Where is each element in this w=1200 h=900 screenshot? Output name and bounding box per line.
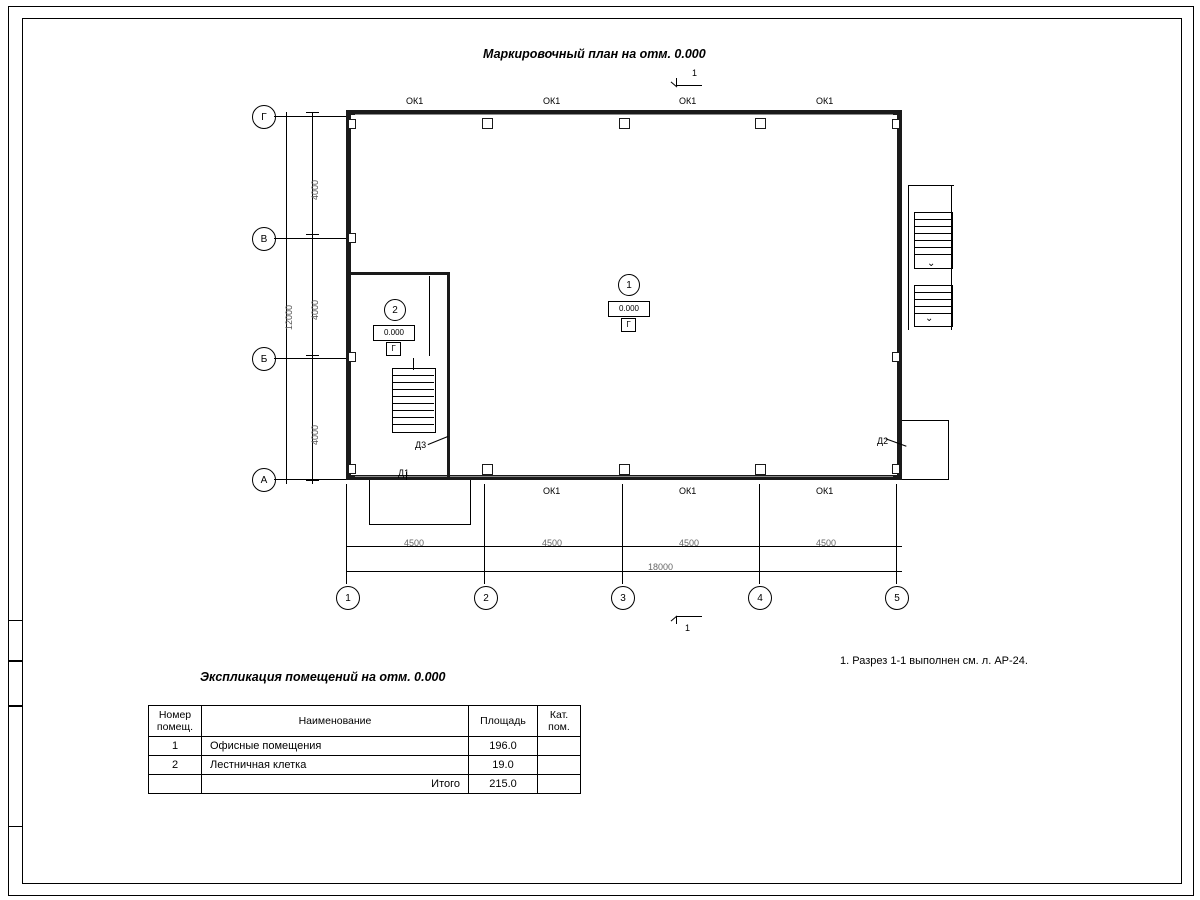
stairwell-inner-line (429, 276, 430, 356)
dim-tick-a (306, 480, 319, 481)
dim-chain-horizontal-total (346, 571, 902, 572)
axis-leader-3 (622, 484, 623, 584)
window-label-bottom-1: ОК1 (543, 486, 561, 496)
window-label-top-3: ОК1 (679, 96, 697, 106)
column-bottom-2 (482, 464, 493, 475)
ext-stair-down-arrow-lower: ⌄ (925, 313, 934, 324)
spec-title: Экспликация помещений на отм. 0.000 (200, 670, 446, 684)
header-room-category (538, 706, 581, 737)
column-top-2 (482, 118, 493, 129)
dim-tick-g (306, 112, 319, 113)
ext-tread-u6 (914, 254, 951, 255)
stairwell-wall-top (346, 272, 450, 275)
column-mark-b1 (892, 119, 900, 129)
stair-tread-l7 (392, 417, 434, 418)
cell-total-category (538, 775, 581, 794)
wall-left (346, 110, 351, 480)
stairwell-wall-right (447, 272, 450, 478)
axis-bubble-4: 4 (748, 586, 772, 610)
stair-tread-l2 (392, 382, 434, 383)
column-top-3 (619, 118, 630, 129)
table-header-row (149, 706, 581, 737)
dim-horizontal-3: 4500 (679, 538, 700, 548)
axis-leader-2 (484, 484, 485, 584)
ext-tread-u4 (914, 240, 951, 241)
dim-horizontal-4: 4500 (816, 538, 837, 548)
axis-leader-4 (759, 484, 760, 584)
header-room-number-line1: Номер (158, 709, 192, 721)
porch-right (902, 420, 949, 480)
table-row (149, 756, 581, 775)
window-glazing-top (355, 114, 893, 115)
axis-bubble-v: В (252, 227, 276, 251)
ext-stair-outline-top (908, 185, 954, 186)
dim-horizontal-2: 4500 (542, 538, 563, 548)
section-label-top: 1 (692, 68, 698, 78)
axis-leader-g (274, 116, 346, 117)
window-glazing-bottom (355, 476, 893, 477)
axis-bubble-5: 5 (885, 586, 909, 610)
cell-total-label: Итого (202, 775, 469, 794)
header-room-number (149, 706, 202, 737)
column-mark-b2 (892, 352, 900, 362)
door-label-d3: Д3 (415, 440, 427, 450)
cell-total-area: 215.0 (469, 775, 538, 794)
room-category-1: Г (621, 318, 636, 332)
axis-leader-v (274, 238, 346, 239)
room-number-2: 2 (384, 299, 406, 321)
dim-vertical-3: 4000 (310, 424, 320, 445)
cell-room-name: Офисные помещения (202, 737, 469, 756)
column-top-4 (755, 118, 766, 129)
axis-bubble-3: 3 (611, 586, 635, 610)
general-note: 1. Разрез 1-1 выполнен см. л. АР-24. (840, 655, 1028, 667)
window-label-top-1: ОК1 (406, 96, 424, 106)
cell-room-area: 196.0 (469, 737, 538, 756)
ext-tread-d1 (914, 292, 951, 293)
room-number-1: 1 (618, 274, 640, 296)
section-line-bottom (676, 616, 702, 617)
cell-room-number: 1 (149, 737, 202, 756)
door-label-d1: Д1 (398, 468, 410, 478)
column-mark-b3 (892, 464, 900, 474)
stair-tread-l8 (392, 424, 434, 425)
table-total-row (149, 775, 581, 794)
column-bottom-4 (755, 464, 766, 475)
room-level-2: 0.000 (373, 325, 415, 341)
margin-stub-1 (8, 620, 23, 662)
axis-bubble-b: Б (252, 347, 276, 371)
ext-stair-edge-left (908, 185, 909, 330)
header-room-number-line2: помещ. (156, 721, 194, 733)
ext-tread-d2 (914, 299, 951, 300)
dim-chain-vertical-total (286, 112, 287, 484)
dim-horizontal-1: 4500 (404, 538, 425, 548)
window-label-top-4: ОК1 (816, 96, 834, 106)
dim-tick-b (306, 355, 319, 356)
ext-tread-d3 (914, 306, 951, 307)
header-room-area: Площадь (469, 706, 538, 737)
axis-leader-1 (346, 484, 347, 584)
stair-up-arrow-left (413, 358, 414, 370)
axis-leader-b (274, 358, 346, 359)
cell-room-category (538, 737, 581, 756)
ext-tread-u3 (914, 233, 951, 234)
header-room-category-line1: Кат. (549, 709, 569, 721)
room-level-1: 0.000 (608, 301, 650, 317)
cell-room-number: 2 (149, 756, 202, 775)
margin-stub-2 (8, 660, 23, 707)
dim-tick-v (306, 234, 319, 235)
column-mark-a4 (348, 464, 356, 474)
window-label-bottom-3: ОК1 (816, 486, 834, 496)
dim-vertical-2: 4000 (310, 299, 320, 320)
ext-stair-down-arrow-upper: ⌄ (927, 258, 936, 269)
section-line-top (676, 85, 702, 86)
dim-horizontal-total: 18000 (648, 562, 674, 572)
plan-title: Маркировочный план на отм. 0.000 (483, 47, 706, 61)
door-label-d2: Д2 (877, 436, 889, 446)
room-category-2: Г (386, 342, 401, 356)
axis-bubble-1: 1 (336, 586, 360, 610)
axis-leader-5 (896, 484, 897, 584)
ext-tread-u2 (914, 226, 951, 227)
section-label-bottom: 1 (685, 623, 691, 633)
column-bottom-3 (619, 464, 630, 475)
cell-total-blank (149, 775, 202, 794)
stair-tread-l5 (392, 403, 434, 404)
dim-vertical-total: 12000 (284, 304, 294, 330)
room-specification-table (148, 705, 581, 794)
axis-bubble-2: 2 (474, 586, 498, 610)
ext-tread-u1 (914, 219, 951, 220)
dim-vertical-1: 4000 (310, 179, 320, 200)
column-mark-a1 (348, 119, 356, 129)
axis-bubble-g: Г (252, 105, 276, 129)
table-row (149, 737, 581, 756)
header-room-name: Наименование (202, 706, 469, 737)
column-mark-a2 (348, 233, 356, 243)
porch-front (369, 480, 471, 525)
axis-bubble-a: А (252, 468, 276, 492)
cell-room-name: Лестничная клетка (202, 756, 469, 775)
column-mark-a3 (348, 352, 356, 362)
cell-room-area: 19.0 (469, 756, 538, 775)
stair-tread-l1 (392, 375, 434, 376)
header-room-category-line2: пом. (548, 721, 570, 733)
stair-tread-l4 (392, 396, 434, 397)
margin-stub-3 (8, 705, 23, 827)
window-label-top-2: ОК1 (543, 96, 561, 106)
ext-tread-u5 (914, 247, 951, 248)
cell-room-category (538, 756, 581, 775)
stair-tread-l3 (392, 389, 434, 390)
window-label-bottom-2: ОК1 (679, 486, 697, 496)
stair-tread-l6 (392, 410, 434, 411)
